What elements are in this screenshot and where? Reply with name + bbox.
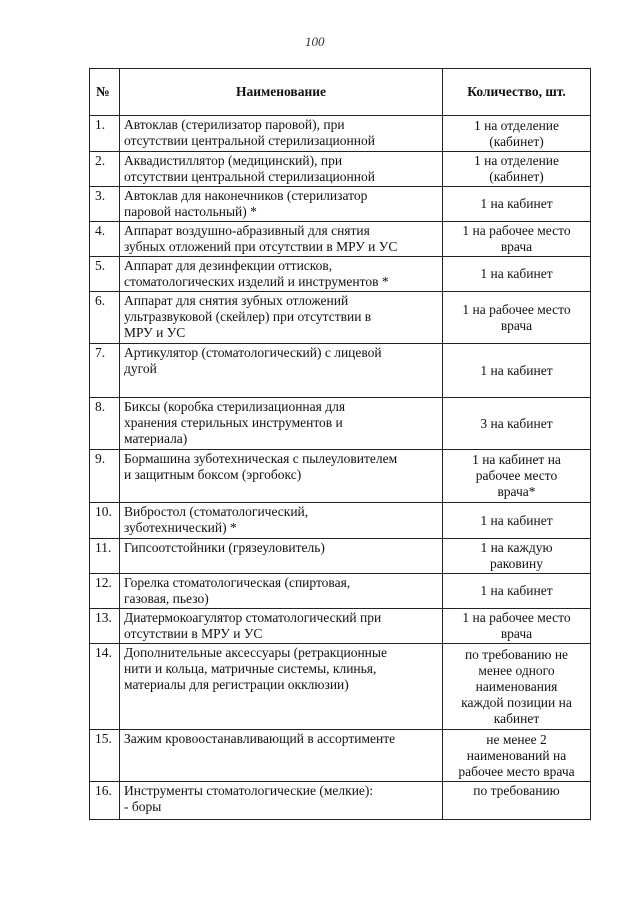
row-name: Аппарат для снятия зубных отложений ультразвуковой (скейлер) при отсутствии в МРУ и УС	[120, 292, 443, 344]
row-quantity: 1 на отделение (кабинет)	[443, 152, 591, 187]
row-quantity: по требованию	[443, 782, 591, 820]
table-row	[90, 609, 591, 644]
row-number: 13.	[90, 609, 120, 644]
row-name: Артикулятор (стоматологический) с лицевой дугой	[120, 344, 443, 398]
row-name: Дополнительные аксессуары (ретракционные нити и кольца, матричные системы, клинья, материалы для регистрации окклюзии)	[120, 644, 443, 730]
row-number: 16.	[90, 782, 120, 820]
row-name: Биксы (коробка стерилизационная для хранения стерильных инструментов и материала)	[120, 398, 443, 450]
row-quantity: 1 на каждую раковину	[443, 539, 591, 574]
table-row	[90, 257, 591, 292]
table-row	[90, 292, 591, 344]
table-row	[90, 222, 591, 257]
row-number: 7.	[90, 344, 120, 398]
row-name: Диатермокоагулятор стоматологический при отсутствии в МРУ и УС	[120, 609, 443, 644]
row-name: Бормашина зуботехническая с пылеуловителем и защитным боксом (эргобокс)	[120, 450, 443, 503]
row-number: 15.	[90, 730, 120, 782]
row-quantity: 1 на кабинет на рабочее место врача*	[443, 450, 591, 503]
row-number: 3.	[90, 187, 120, 222]
row-number: 9.	[90, 450, 120, 503]
row-name: Аппарат для дезинфекции оттисков, стоматологических изделий и инструментов *	[120, 257, 443, 292]
row-number: 2.	[90, 152, 120, 187]
header-quantity: Количество, шт.	[443, 69, 591, 116]
row-quantity: 1 на кабинет	[443, 503, 591, 539]
table-row	[90, 730, 591, 782]
row-name: Аквадистиллятор (медицинский), при отсутствии центральной стерилизационной	[120, 152, 443, 187]
row-name: Автоклав для наконечников (стерилизатор паровой настольный) *	[120, 187, 443, 222]
table-row	[90, 152, 591, 187]
row-number: 10.	[90, 503, 120, 539]
row-number: 12.	[90, 574, 120, 609]
table-row	[90, 398, 591, 450]
row-name: Гипсоотстойники (грязеуловитель)	[120, 539, 443, 574]
row-quantity: по требованию не менее одного наименования каждой позиции на кабинет	[443, 644, 591, 730]
table-header-row	[90, 69, 591, 116]
table-row	[90, 539, 591, 574]
header-number: №	[90, 69, 120, 116]
row-name: Инструменты стоматологические (мелкие): - боры	[120, 782, 443, 820]
table-row	[90, 116, 591, 152]
row-number: 6.	[90, 292, 120, 344]
row-number: 1.	[90, 116, 120, 152]
row-quantity: 1 на кабинет	[443, 257, 591, 292]
table-row	[90, 782, 591, 820]
row-quantity: 1 на рабочее место врача	[443, 222, 591, 257]
row-quantity: 1 на рабочее место врача	[443, 292, 591, 344]
table-row	[90, 503, 591, 539]
row-quantity: 1 на отделение (кабинет)	[443, 116, 591, 152]
row-quantity: 1 на кабинет	[443, 574, 591, 609]
row-number: 14.	[90, 644, 120, 730]
row-number: 8.	[90, 398, 120, 450]
row-name: Аппарат воздушно-абразивный для снятия зубных отложений при отсутствии в МРУ и УС	[120, 222, 443, 257]
table-row	[90, 344, 591, 398]
row-number: 4.	[90, 222, 120, 257]
table-row	[90, 644, 591, 730]
table-row	[90, 187, 591, 222]
row-quantity: 3 на кабинет	[443, 398, 591, 450]
page-number: 100	[305, 34, 325, 49]
row-number: 5.	[90, 257, 120, 292]
row-quantity: 1 на кабинет	[443, 187, 591, 222]
table-row	[90, 574, 591, 609]
equipment-table	[89, 68, 591, 820]
row-name: Горелка стоматологическая (спиртовая, газовая, пьезо)	[120, 574, 443, 609]
row-quantity: 1 на рабочее место врача	[443, 609, 591, 644]
row-quantity: не менее 2 наименований на рабочее место врача	[443, 730, 591, 782]
row-quantity: 1 на кабинет	[443, 344, 591, 398]
header-name: Наименование	[120, 69, 443, 116]
row-name: Вибростол (стоматологический, зуботехнический) *	[120, 503, 443, 539]
row-number: 11.	[90, 539, 120, 574]
table-row	[90, 450, 591, 503]
row-name: Автоклав (стерилизатор паровой), при отсутствии центральной стерилизационной	[120, 116, 443, 152]
row-name: Зажим кровоостанавливающий в ассортименте	[120, 730, 443, 782]
